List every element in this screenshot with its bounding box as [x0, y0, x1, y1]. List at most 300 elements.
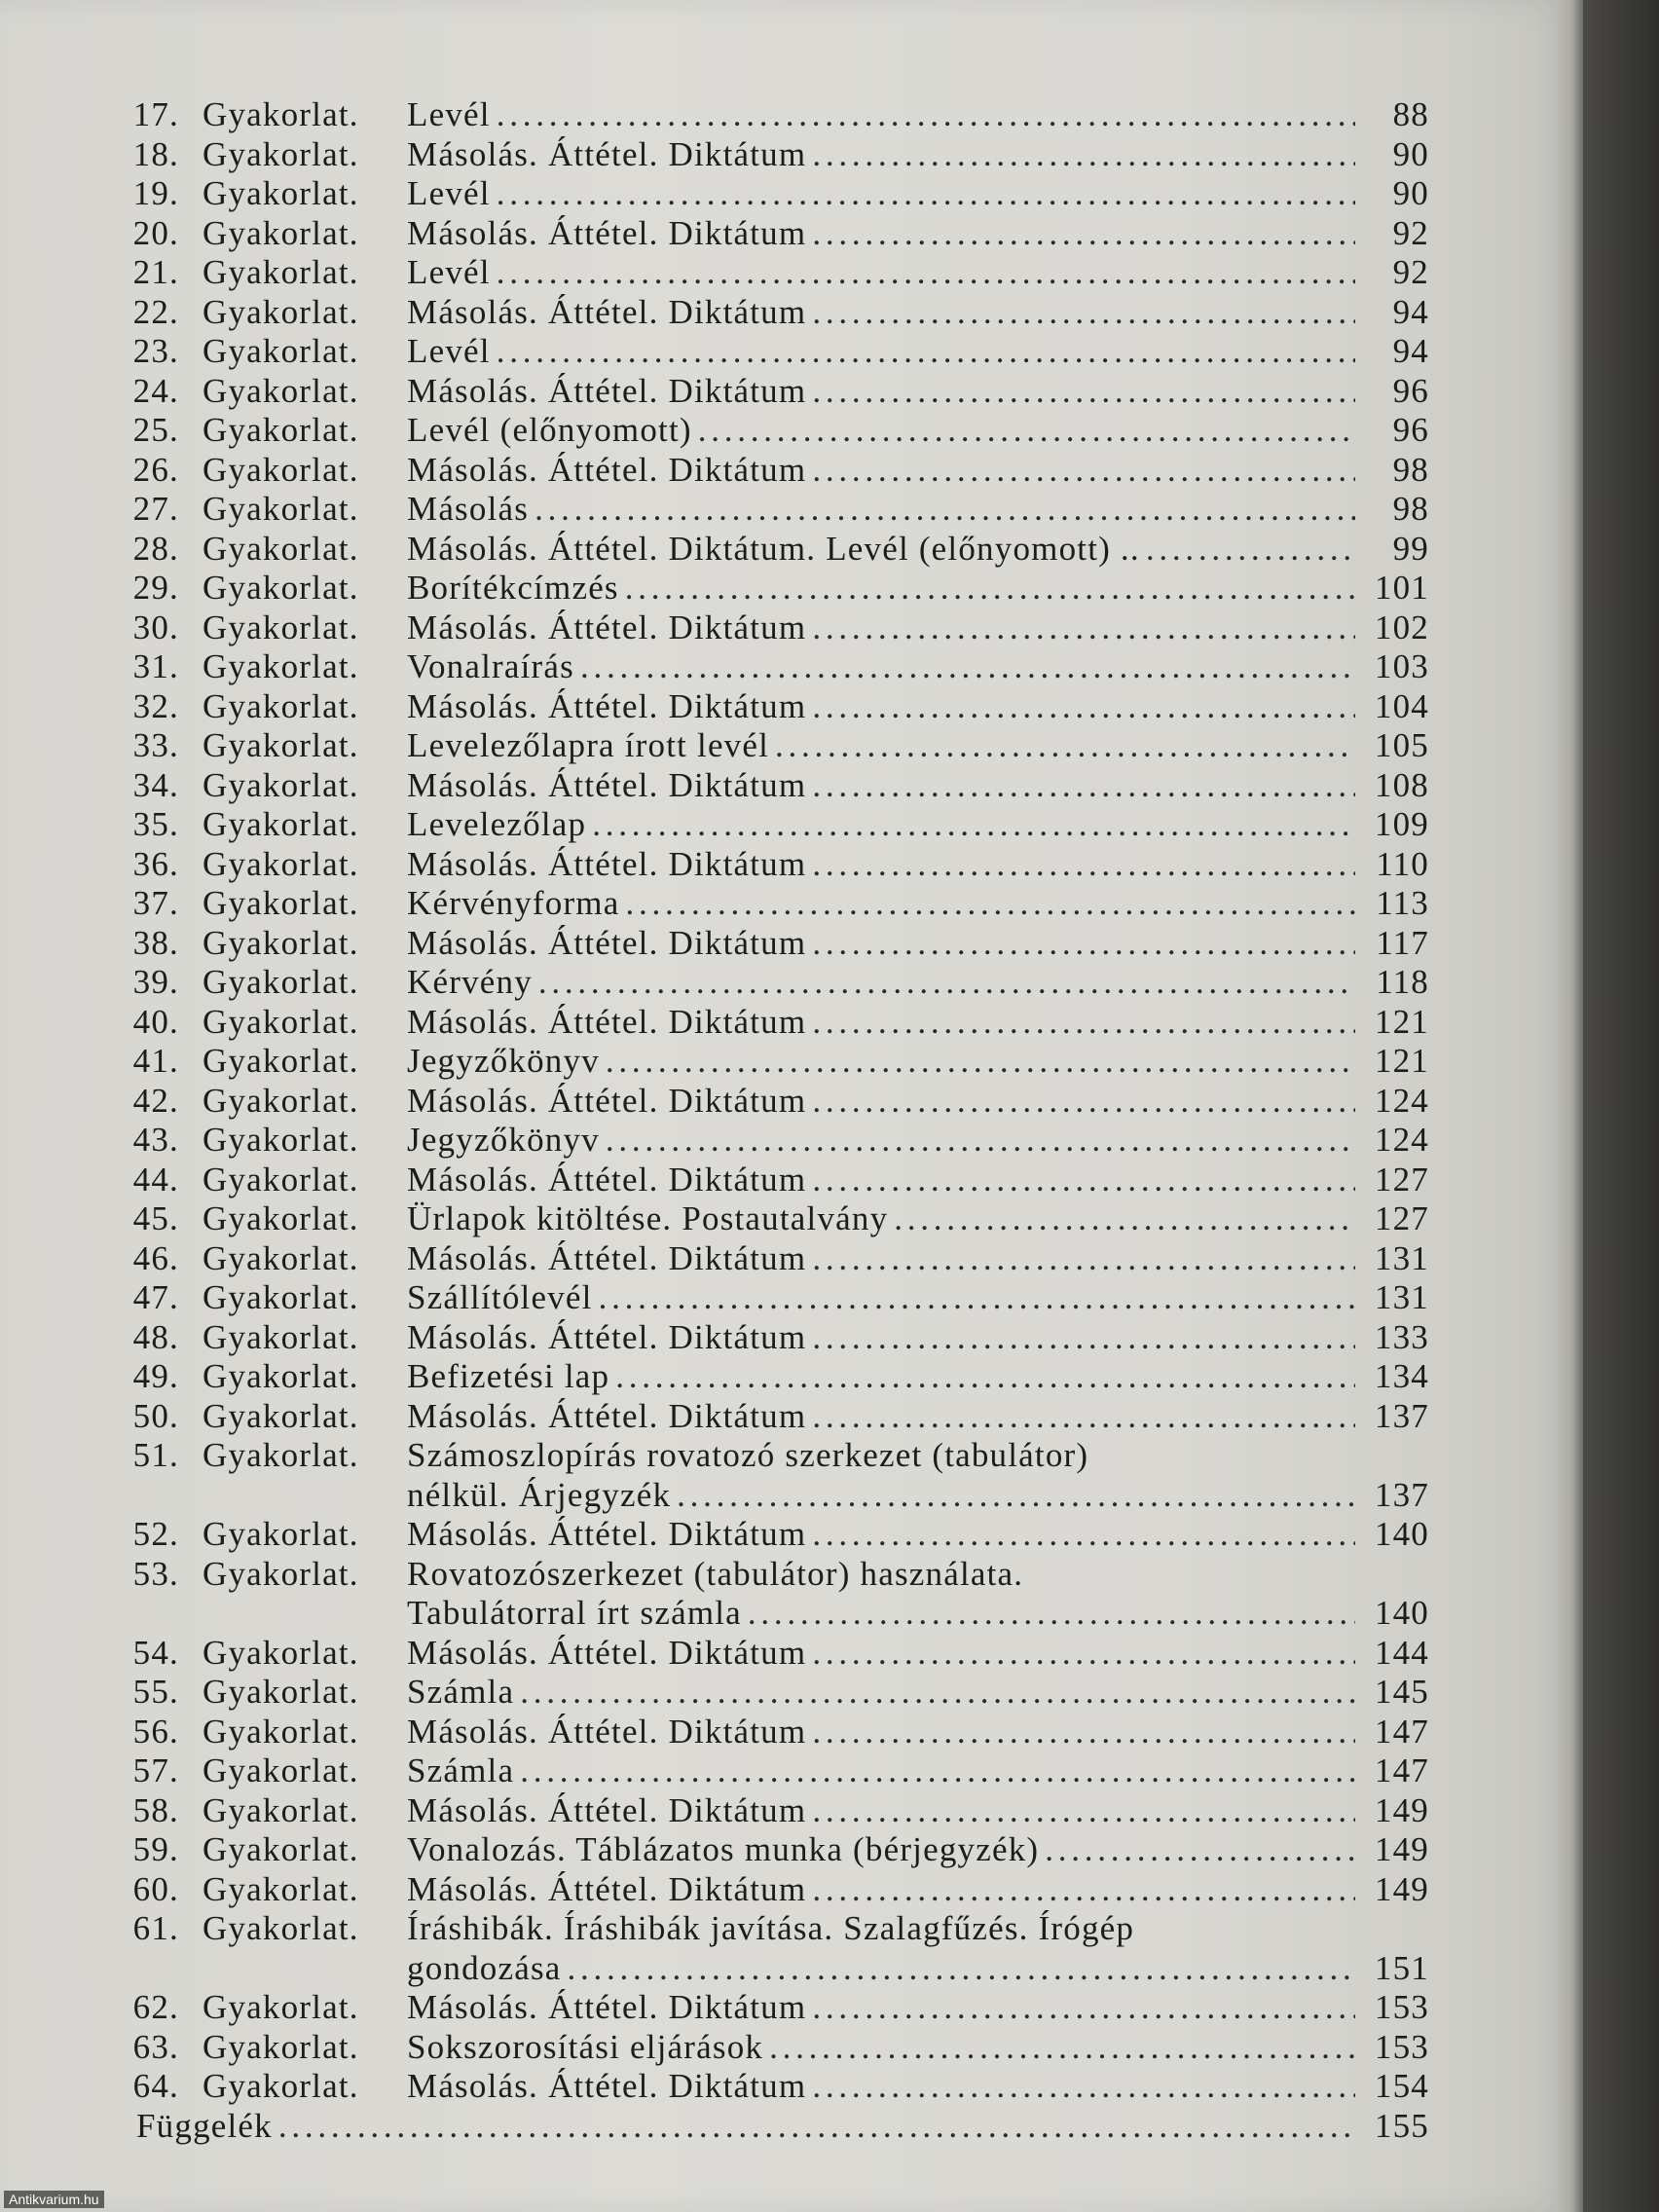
appendix-page-number: 155 [1374, 2106, 1429, 2145]
dot-leader [606, 1042, 1355, 1082]
entry-number: 59. [132, 1830, 179, 1868]
entry-page-number: 110 [1376, 844, 1429, 883]
entry-title: Levél (előnyomott) [407, 411, 692, 449]
entry-title-line [407, 1397, 1429, 1437]
entry-label: Gyakorlat. [203, 450, 359, 489]
entry-label: Gyakorlat. [203, 1554, 359, 1593]
entry-page-number: 90 [1392, 134, 1429, 173]
entry-number: 19. [132, 174, 179, 212]
toc-entry [125, 135, 1429, 175]
toc-entry [125, 1042, 1429, 1082]
toc-entry [125, 1161, 1429, 1200]
entry-title-line [407, 2028, 1429, 2068]
entry-title-line [407, 1791, 1429, 1831]
toc-entry [125, 1121, 1429, 1161]
entry-title: Másolás. Áttétel. Diktátum [407, 1790, 807, 1829]
entry-number: 47. [132, 1278, 179, 1316]
entry-page-number: 147 [1374, 1712, 1429, 1751]
watermark: Antikvarium.hu [4, 2191, 104, 2208]
entry-title-line [407, 1870, 1429, 1910]
entry-number: 30. [132, 608, 179, 646]
entry-number: 27. [132, 490, 179, 528]
entry-number: 24. [132, 371, 179, 410]
entry-title-line [407, 726, 1429, 766]
dot-leader [812, 1634, 1355, 1674]
entry-page-number: 147 [1374, 1751, 1429, 1789]
entry-label: Gyakorlat. [203, 765, 359, 804]
toc-entry [125, 372, 1429, 412]
toc-entry [125, 569, 1429, 608]
entry-label: Gyakorlat. [203, 213, 359, 252]
dot-leader [812, 924, 1355, 964]
entry-page-number: 99 [1392, 529, 1429, 568]
entry-title: Másolás. Áttétel. Diktátum [407, 1869, 807, 1908]
entry-title: Másolás. Áttétel. Diktátum [407, 608, 807, 646]
entry-label: Gyakorlat. [203, 253, 359, 291]
entry-title-line [407, 451, 1429, 491]
entry-number: 21. [132, 253, 179, 291]
entry-title-line [407, 1594, 1429, 1634]
entry-title: Levelezőlapra írott levél [407, 726, 770, 764]
entry-number: 17. [132, 95, 179, 133]
entry-title-line [407, 963, 1429, 1003]
toc-entry [125, 1909, 1429, 1949]
entry-page-number: 104 [1374, 686, 1429, 725]
entry-page-number: 145 [1374, 1673, 1429, 1711]
dark-background [1583, 0, 1659, 2212]
entry-title-line [407, 2067, 1429, 2107]
dot-leader [615, 1357, 1355, 1397]
entry-title: Másolás. Áttétel. Diktátum [407, 1633, 807, 1672]
entry-title-line [407, 1909, 1429, 1949]
dot-leader [812, 2067, 1355, 2107]
entry-label: Gyakorlat. [203, 292, 359, 331]
entry-label: Gyakorlat. [203, 1357, 359, 1395]
dot-leader [812, 1082, 1355, 1122]
dot-leader [894, 1199, 1355, 1239]
toc-entry [125, 1870, 1429, 1910]
entry-title: Befizetési lap [407, 1357, 610, 1395]
entry-title-line [407, 805, 1429, 845]
dot-leader [812, 1397, 1355, 1437]
entry-number: 43. [132, 1121, 179, 1159]
entry-label: Gyakorlat. [203, 1317, 359, 1356]
entry-page-number: 96 [1392, 371, 1429, 410]
entry-title: Másolás. Áttétel. Diktátum [407, 1238, 807, 1277]
toc-entry [125, 726, 1429, 766]
dot-leader [1045, 1830, 1355, 1870]
entry-number: 32. [132, 686, 179, 725]
entry-title: Levél [407, 253, 491, 291]
entry-label: Gyakorlat. [203, 1869, 359, 1908]
entry-title: Másolás. Áttétel. Diktátum [407, 450, 807, 489]
entry-number: 51. [132, 1436, 179, 1474]
entry-page-number: 133 [1374, 1317, 1429, 1356]
dot-leader [538, 963, 1355, 1003]
entry-title: Másolás. Áttétel. Diktátum [407, 134, 807, 173]
toc-entry [125, 95, 1429, 135]
entry-number: 20. [132, 213, 179, 252]
dot-leader [812, 214, 1355, 254]
entry-page-number: 94 [1392, 292, 1429, 331]
toc-entry [125, 411, 1429, 451]
entry-label: Gyakorlat. [203, 963, 359, 1001]
entry-label: Gyakorlat. [203, 805, 359, 843]
entry-title: Levelezőlap [407, 805, 587, 843]
entry-title: Kérvény [407, 963, 533, 1001]
dot-leader [812, 1003, 1355, 1043]
entry-page-number: 117 [1376, 923, 1429, 962]
entry-page-number: 144 [1374, 1633, 1429, 1672]
entry-title: gondozása [407, 1948, 562, 1987]
entry-number: 49. [132, 1357, 179, 1395]
entry-title-line [407, 372, 1429, 412]
entry-title: Vonalraírás [407, 647, 574, 685]
dot-leader [812, 293, 1355, 333]
dot-leader [812, 1515, 1355, 1555]
entry-page-number: 98 [1392, 450, 1429, 489]
entry-label: Gyakorlat. [203, 490, 359, 528]
dot-leader [497, 332, 1355, 372]
toc-entry [125, 963, 1429, 1003]
entry-label: Gyakorlat. [203, 647, 359, 685]
entry-number: 64. [132, 2067, 179, 2105]
toc-entry [125, 1751, 1429, 1791]
entry-page-number: 121 [1374, 1042, 1429, 1080]
entry-title: Másolás. Áttétel. Diktátum [407, 1160, 807, 1198]
entry-number: 45. [132, 1199, 179, 1237]
entry-title: Tabulátorral írt számla [407, 1594, 742, 1632]
toc-entry [125, 530, 1429, 570]
entry-page-number: 101 [1374, 569, 1429, 607]
entry-number: 62. [132, 1988, 179, 2026]
toc-entry [125, 1713, 1429, 1752]
entry-page-number: 94 [1392, 332, 1429, 370]
entry-title: Levél [407, 95, 491, 133]
toc-entry [125, 174, 1429, 214]
entry-page-number: 121 [1374, 1002, 1429, 1041]
entry-label: Gyakorlat. [203, 2027, 359, 2066]
entry-title-line [407, 1042, 1429, 1082]
entry-page-number: 140 [1374, 1594, 1429, 1632]
toc-entry-continuation [125, 1594, 1429, 1634]
entry-number: 25. [132, 411, 179, 449]
dot-leader [535, 490, 1355, 530]
entry-number: 40. [132, 1002, 179, 1041]
entry-page-number: 149 [1374, 1790, 1429, 1829]
entry-title: Másolás. Áttétel. Diktátum [407, 844, 807, 883]
entry-number: 23. [132, 332, 179, 370]
entry-title: nélkül. Árjegyzék [407, 1475, 672, 1514]
toc-entry [125, 766, 1429, 806]
entry-title-line [407, 214, 1429, 254]
entry-title-line [407, 1555, 1429, 1595]
entry-label: Gyakorlat. [203, 134, 359, 173]
entry-title: Borítékcímzés [407, 569, 619, 607]
entry-page-number: 118 [1376, 963, 1429, 1001]
entry-title: Másolás. Áttétel. Diktátum. Levél (előnyomott) .. [407, 529, 1140, 568]
entry-title-line [407, 647, 1429, 687]
entry-title-line [407, 1949, 1429, 1989]
entry-title: Számla [407, 1751, 515, 1789]
toc-entry [125, 253, 1429, 293]
entry-title-line [407, 924, 1429, 964]
entry-title-line [407, 1003, 1429, 1043]
entry-title: Másolás. Áttétel. Diktátum [407, 213, 807, 252]
entry-title-line [407, 135, 1429, 175]
entry-number: 60. [132, 1869, 179, 1908]
entry-label: Gyakorlat. [203, 1042, 359, 1080]
entry-label: Gyakorlat. [203, 884, 359, 922]
entry-title: Jegyzőkönyv [407, 1042, 600, 1080]
toc-entry [125, 1003, 1429, 1043]
toc-entry-continuation [125, 1949, 1429, 1989]
entry-title-line [407, 845, 1429, 885]
entry-page-number: 153 [1374, 1988, 1429, 2026]
dot-leader [592, 805, 1355, 845]
entry-title: Másolás. Áttétel. Diktátum [407, 1988, 807, 2026]
entry-title-line [407, 174, 1429, 214]
entry-label: Gyakorlat. [203, 1988, 359, 2026]
toc-entry [125, 332, 1429, 372]
entry-title-line [407, 1318, 1429, 1358]
entry-title-line [407, 1515, 1429, 1555]
entry-label: Gyakorlat. [203, 1633, 359, 1672]
entry-label: Gyakorlat. [203, 1830, 359, 1868]
entry-label: Gyakorlat. [203, 569, 359, 607]
entry-page-number: 103 [1374, 647, 1429, 685]
entry-label: Gyakorlat. [203, 1751, 359, 1789]
entry-number: 37. [132, 884, 179, 922]
entry-title-line [407, 1476, 1429, 1516]
entry-page-number: 140 [1374, 1515, 1429, 1553]
toc-entry [125, 805, 1429, 845]
entry-number: 44. [132, 1160, 179, 1198]
toc-entry [125, 1791, 1429, 1831]
entry-label: Gyakorlat. [203, 1002, 359, 1041]
dot-leader [497, 174, 1355, 214]
entry-number: 41. [132, 1042, 179, 1080]
toc-entry [125, 1318, 1429, 1358]
entry-title: Másolás. Áttétel. Diktátum [407, 686, 807, 725]
toc-entry [125, 1278, 1429, 1318]
toc-entry [125, 1515, 1429, 1555]
entry-title-line [407, 687, 1429, 727]
entry-number: 31. [132, 647, 179, 685]
entry-page-number: 127 [1374, 1199, 1429, 1237]
entry-title: Másolás. Áttétel. Diktátum [407, 1515, 807, 1553]
entry-number: 63. [132, 2027, 179, 2066]
toc-entry [125, 1397, 1429, 1437]
dot-leader [748, 1594, 1355, 1634]
entry-label: Gyakorlat. [203, 1790, 359, 1829]
entry-number: 58. [132, 1790, 179, 1829]
entry-title: Levél [407, 174, 491, 212]
dot-leader [812, 1239, 1355, 1279]
entry-number: 33. [132, 726, 179, 764]
dot-leader [812, 135, 1355, 175]
entry-page-number: 137 [1374, 1396, 1429, 1435]
toc-entry [125, 1634, 1429, 1674]
entry-title-line [407, 411, 1429, 451]
toc-entry [125, 1082, 1429, 1122]
toc-entry [125, 2028, 1429, 2068]
entry-title-line [407, 1751, 1429, 1791]
entry-label: Gyakorlat. [203, 332, 359, 370]
entry-title: Jegyzőkönyv [407, 1121, 600, 1159]
entry-label: Gyakorlat. [203, 923, 359, 962]
dot-leader [812, 1988, 1355, 2028]
page-edge [1556, 0, 1583, 2212]
entry-page-number: 102 [1374, 608, 1429, 646]
entry-title-line [407, 1713, 1429, 1752]
entry-title-line [407, 1278, 1429, 1318]
entry-number: 52. [132, 1515, 179, 1553]
entry-title: Vonalozás. Táblázatos munka (bérjegyzék) [407, 1830, 1040, 1868]
toc-entry [125, 2067, 1429, 2107]
entry-number: 53. [132, 1554, 179, 1593]
dot-leader [812, 1791, 1355, 1831]
toc-appendix-entry [125, 2107, 1429, 2147]
entry-number: 34. [132, 765, 179, 804]
entry-label: Gyakorlat. [203, 1160, 359, 1198]
entry-number: 48. [132, 1317, 179, 1356]
entry-title: Másolás. Áttétel. Diktátum [407, 1712, 807, 1751]
toc-entry [125, 1555, 1429, 1595]
dot-leader [812, 687, 1355, 727]
toc-entry [125, 451, 1429, 491]
toc-entry-continuation [125, 1476, 1429, 1516]
entry-label: Gyakorlat. [203, 1238, 359, 1277]
entry-title-line [407, 253, 1429, 293]
entry-title-line [407, 569, 1429, 608]
appendix-title: Függelék [136, 2106, 273, 2145]
toc-entry [125, 608, 1429, 648]
entry-page-number: 109 [1374, 805, 1429, 843]
toc-entry [125, 1357, 1429, 1397]
entry-label: Gyakorlat. [203, 726, 359, 764]
entry-label: Gyakorlat. [203, 371, 359, 410]
dot-leader [812, 1713, 1355, 1752]
toc-entry [125, 214, 1429, 254]
entry-title: Szállítólevél [407, 1278, 593, 1316]
entry-page-number: 151 [1374, 1948, 1429, 1987]
entry-page-number: 124 [1374, 1121, 1429, 1159]
entry-page-number: 96 [1392, 411, 1429, 449]
entry-title-line [136, 2107, 1429, 2147]
entry-page-number: 134 [1374, 1357, 1429, 1395]
toc-entry [125, 884, 1429, 924]
dot-leader [1146, 530, 1355, 570]
entry-label: Gyakorlat. [203, 1515, 359, 1553]
entry-page-number: 113 [1376, 884, 1429, 922]
dot-leader [580, 647, 1355, 687]
entry-title: Másolás. Áttétel. Diktátum [407, 1317, 807, 1356]
toc-entry [125, 490, 1429, 530]
toc-entry [125, 1830, 1429, 1870]
entry-title: Másolás. Áttétel. Diktátum [407, 923, 807, 962]
toc-entry [125, 293, 1429, 333]
entry-title-line [407, 490, 1429, 530]
dot-leader [606, 1121, 1355, 1161]
entry-number: 22. [132, 292, 179, 331]
dot-leader [497, 253, 1355, 293]
entry-number: 54. [132, 1633, 179, 1672]
entry-title-line [407, 1082, 1429, 1122]
entry-number: 26. [132, 450, 179, 489]
entry-label: Gyakorlat. [203, 1909, 359, 1947]
entry-label: Gyakorlat. [203, 2067, 359, 2105]
entry-page-number: 105 [1374, 726, 1429, 764]
entry-title-line [407, 1121, 1429, 1161]
entry-title-line [407, 766, 1429, 806]
entry-title: Másolás. Áttétel. Diktátum [407, 1002, 807, 1041]
dot-leader [812, 372, 1355, 412]
toc-entry [125, 1239, 1429, 1279]
entry-number: 18. [132, 134, 179, 173]
entry-title-line [407, 1830, 1429, 1870]
entry-title-line [407, 1357, 1429, 1397]
entry-title-line [407, 1634, 1429, 1674]
entry-label: Gyakorlat. [203, 1199, 359, 1237]
entry-label: Gyakorlat. [203, 1673, 359, 1711]
entry-number: 42. [132, 1081, 179, 1120]
entry-number: 39. [132, 963, 179, 1001]
dot-leader [520, 1751, 1355, 1791]
entry-title-line [407, 1673, 1429, 1713]
entry-label: Gyakorlat. [203, 1712, 359, 1751]
entry-title: Másolás. Áttétel. Diktátum [407, 765, 807, 804]
dot-leader [812, 608, 1355, 648]
entry-title-line [407, 1199, 1429, 1239]
entry-title-line [407, 530, 1429, 570]
entry-title: Másolás. Áttétel. Diktátum [407, 1396, 807, 1435]
entry-title: Sokszorosítási eljárások [407, 2027, 764, 2066]
dot-leader [812, 845, 1355, 885]
entry-label: Gyakorlat. [203, 1396, 359, 1435]
toc-entry [125, 687, 1429, 727]
dot-leader [698, 411, 1355, 451]
entry-page-number: 153 [1374, 2027, 1429, 2066]
entry-title: Ürlapok kitöltése. Postautalvány [407, 1199, 889, 1237]
entry-number: 38. [132, 923, 179, 962]
entry-number: 55. [132, 1673, 179, 1711]
entry-page-number: 108 [1374, 765, 1429, 804]
entry-number: 29. [132, 569, 179, 607]
entry-label: Gyakorlat. [203, 529, 359, 568]
entry-title-line [407, 1988, 1429, 2028]
entry-title: Számla [407, 1673, 515, 1711]
entry-title-first-line: Számoszlopírás rovatozó szerkezet (tabulátor) [407, 1436, 1089, 1474]
dot-leader [775, 726, 1355, 766]
dot-leader [812, 451, 1355, 491]
entry-title-line [407, 1436, 1429, 1476]
entry-label: Gyakorlat. [203, 174, 359, 212]
entry-label: Gyakorlat. [203, 686, 359, 725]
entry-label: Gyakorlat. [203, 608, 359, 646]
entry-page-number: 92 [1392, 213, 1429, 252]
entry-title-line [407, 332, 1429, 372]
entry-page-number: 127 [1374, 1160, 1429, 1198]
entry-title-line [407, 293, 1429, 333]
entry-label: Gyakorlat. [203, 95, 359, 133]
entry-label: Gyakorlat. [203, 1436, 359, 1474]
dot-leader [812, 1318, 1355, 1358]
entry-number: 46. [132, 1238, 179, 1277]
dot-leader [278, 2107, 1355, 2147]
entry-page-number: 92 [1392, 253, 1429, 291]
dot-leader [812, 1870, 1355, 1910]
